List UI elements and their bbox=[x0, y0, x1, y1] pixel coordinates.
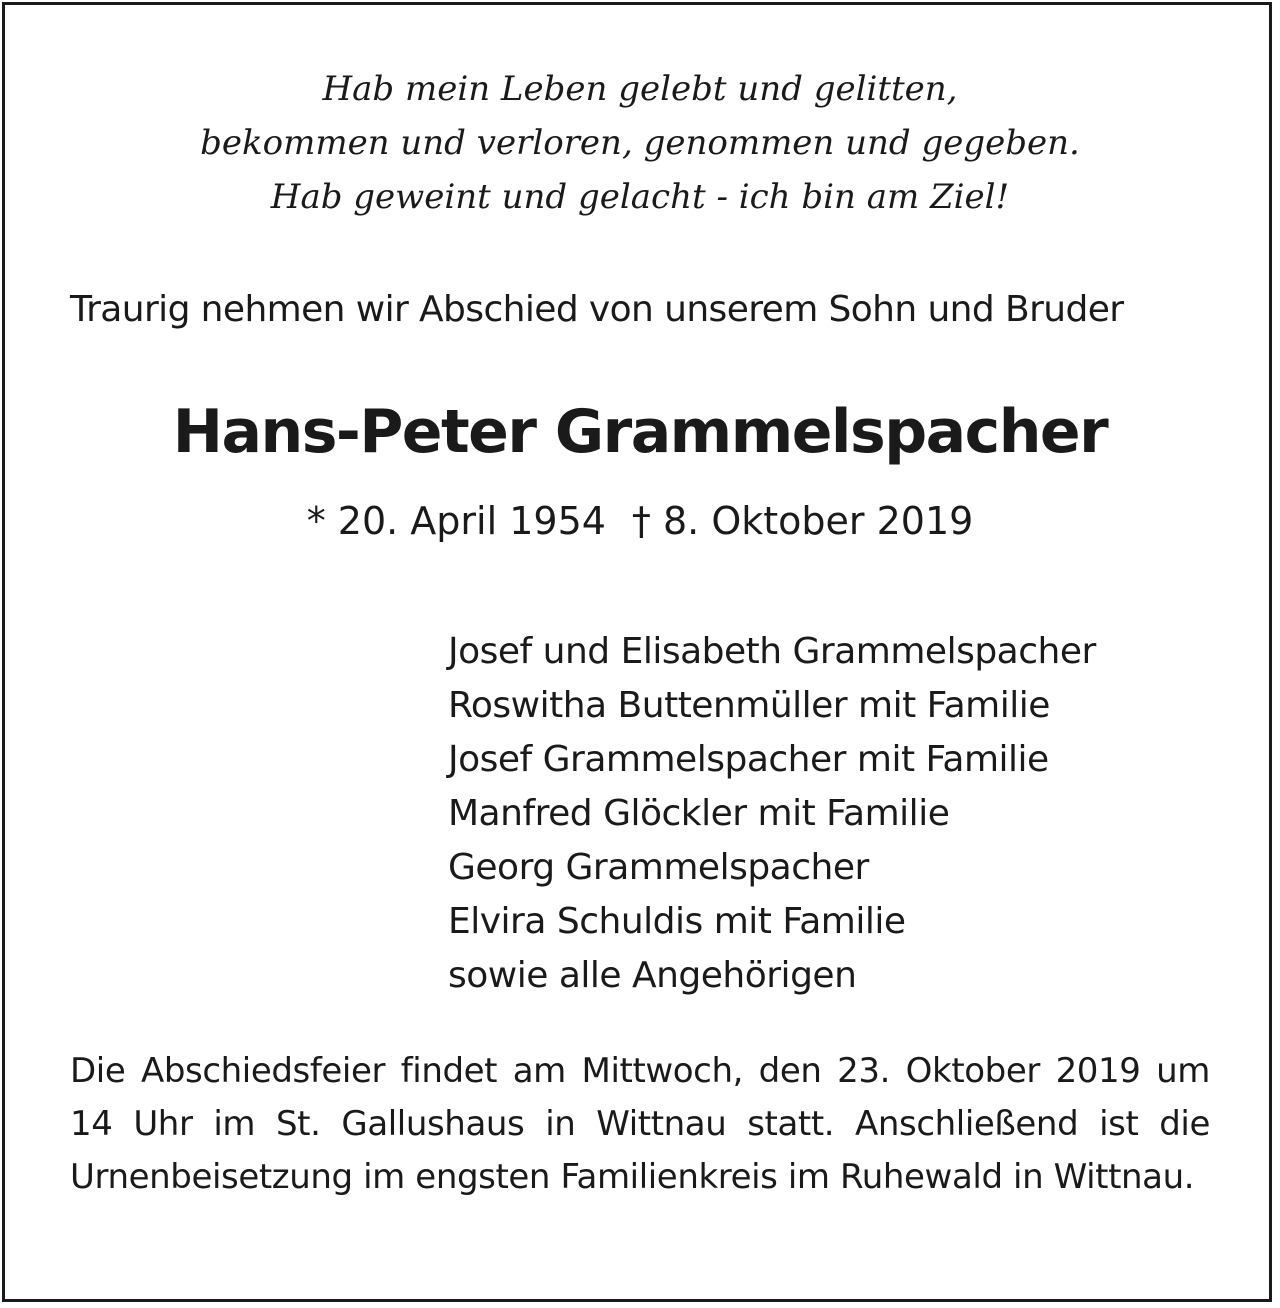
poem-line-1: Hab mein Leben gelebt und gelitten, bbox=[322, 69, 958, 109]
mourner-item: Josef und Elisabeth Grammelspacher bbox=[448, 631, 1096, 672]
birth-date: * 20. April 1954 bbox=[306, 499, 606, 543]
poem-line-3: Hab geweint und gelacht - ich bin am Ziel! bbox=[270, 177, 1010, 217]
intro-text: Traurig nehmen wir Abschied von unserem Sohn und Bruder bbox=[70, 289, 1124, 330]
poem bbox=[0, 62, 1280, 224]
deceased-name: Hans-Peter Grammelspacher bbox=[172, 397, 1108, 467]
funeral-notice: Die Abschiedsfeier findet am Mittwoch, den 23. Oktober 2019 um 14 Uhr im St. Gallushaus in Wittnau statt. Anschließend ist die Urnenbeisetzung im engsten Familienkreis im Ruhewald in Wittnau. bbox=[70, 1051, 1210, 1197]
mourner-item: sowie alle Angehörigen bbox=[448, 955, 857, 996]
mourner-item: Elvira Schuldis mit Familie bbox=[448, 901, 906, 942]
life-dates bbox=[0, 494, 1280, 548]
mourners-list bbox=[448, 625, 1096, 1003]
mourner-item: Roswitha Buttenmüller mit Familie bbox=[448, 685, 1050, 726]
mourner-item: Manfred Glöckler mit Familie bbox=[448, 793, 950, 834]
mourner-item: Georg Grammelspacher bbox=[448, 847, 869, 888]
mourner-item: Josef Grammelspacher mit Familie bbox=[448, 739, 1049, 780]
poem-line-2: bekommen und verloren, genommen und gegeben. bbox=[200, 123, 1080, 163]
death-date: † 8. Oktober 2019 bbox=[631, 499, 974, 543]
